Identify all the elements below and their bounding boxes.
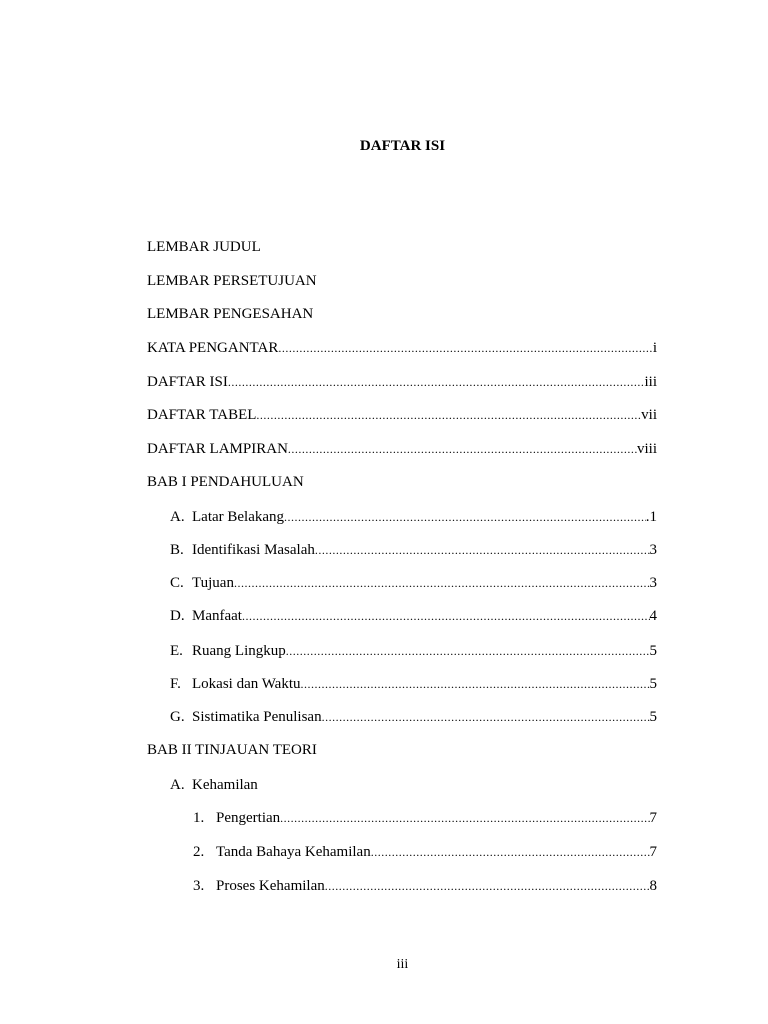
toc-leader-dots	[301, 674, 650, 694]
toc-chapter-heading	[147, 472, 304, 492]
toc-marker: B.	[170, 542, 184, 558]
toc-page-number: viii	[636, 441, 657, 457]
toc-entry	[170, 674, 657, 694]
toc-label: KATA PENGANTAR	[147, 340, 279, 356]
toc-entry-daftar-isi	[147, 372, 657, 392]
toc-subentry	[193, 842, 657, 862]
toc-leader-dots	[228, 372, 645, 392]
toc-marker: E.	[170, 643, 183, 659]
toc-leader-dots	[286, 641, 650, 661]
toc-label: Sistimatika Penulisan	[192, 709, 322, 725]
toc-marker: D.	[170, 608, 185, 624]
toc-label: Ruang Lingkup	[192, 643, 286, 659]
toc-entry-lembar-persetujuan	[147, 271, 317, 291]
toc-page-number: 3	[649, 542, 657, 558]
toc-page-number: i	[652, 340, 657, 356]
toc-page-number: iii	[644, 374, 657, 390]
toc-label: BAB I PENDAHULUAN	[147, 474, 304, 490]
toc-leader-dots	[242, 606, 650, 626]
toc-subentry	[193, 808, 657, 828]
toc-label: Tanda Bahaya Kehamilan	[216, 844, 371, 860]
toc-page-number: 7	[649, 810, 657, 826]
toc-section	[170, 775, 258, 795]
toc-page-number: .1	[645, 509, 657, 525]
toc-leader-dots	[288, 439, 637, 459]
toc-label: BAB II TINJAUAN TEORI	[147, 742, 317, 758]
toc-label: Proses Kehamilan	[216, 878, 325, 894]
toc-entry	[170, 540, 657, 560]
toc-subentry	[193, 876, 657, 896]
toc-marker: A.	[170, 509, 185, 525]
page-title: DAFTAR ISI	[359, 138, 446, 154]
toc-label: DAFTAR TABEL	[147, 407, 257, 423]
toc-leader-dots	[278, 338, 652, 358]
toc-page-number: 5	[649, 643, 657, 659]
toc-marker: 2.	[193, 844, 205, 860]
toc-chapter-heading	[147, 740, 317, 760]
toc-page-number: vii	[641, 407, 657, 423]
toc-leader-dots	[371, 842, 650, 862]
toc-page-number: 7	[649, 844, 657, 860]
toc-label: LEMBAR PENGESAHAN	[147, 306, 314, 322]
toc-entry	[170, 606, 657, 626]
toc-entry-daftar-lampiran	[147, 439, 657, 459]
toc-marker: F.	[170, 676, 181, 692]
toc-label: LEMBAR PERSETUJUAN	[147, 273, 317, 289]
toc-leader-dots	[284, 507, 646, 527]
toc-page-number: 4	[649, 608, 657, 624]
toc-leader-dots	[256, 405, 641, 425]
toc-entry-lembar-judul	[147, 237, 261, 257]
toc-marker: C.	[170, 575, 184, 591]
toc-label: Pengertian	[216, 810, 281, 826]
toc-leader-dots	[315, 540, 650, 560]
page-number-footer: iii	[396, 957, 409, 972]
toc-entry	[170, 707, 657, 727]
toc-marker: G.	[170, 709, 185, 725]
toc-label: Tujuan	[192, 575, 234, 591]
toc-label: Kehamilan	[192, 777, 258, 793]
toc-marker: A.	[170, 777, 185, 793]
toc-label: DAFTAR ISI	[147, 374, 228, 390]
toc-label: Latar Belakang	[192, 509, 285, 525]
toc-label: Identifikasi Masalah	[192, 542, 315, 558]
toc-marker: 1.	[193, 810, 205, 826]
toc-entry	[170, 573, 657, 593]
toc-leader-dots	[280, 808, 649, 828]
toc-leader-dots	[234, 573, 650, 593]
toc-leader-dots	[325, 876, 650, 896]
toc-entry-daftar-tabel	[147, 405, 657, 425]
toc-label: LEMBAR JUDUL	[147, 239, 261, 255]
toc-label: Lokasi dan Waktu	[192, 676, 301, 692]
toc-entry-kata-pengantar	[147, 338, 657, 358]
toc-page-number: 5	[649, 676, 657, 692]
toc-page-number: 8	[649, 878, 657, 894]
toc-label: Manfaat	[192, 608, 242, 624]
toc-page-number: 5	[649, 709, 657, 725]
toc-entry	[170, 641, 657, 661]
toc-marker: 3.	[193, 878, 205, 894]
toc-page-number: 3	[649, 575, 657, 591]
toc-entry	[170, 507, 657, 527]
toc-leader-dots	[322, 707, 650, 727]
toc-label: DAFTAR LAMPIRAN	[147, 441, 288, 457]
toc-entry-lembar-pengesahan	[147, 304, 313, 324]
